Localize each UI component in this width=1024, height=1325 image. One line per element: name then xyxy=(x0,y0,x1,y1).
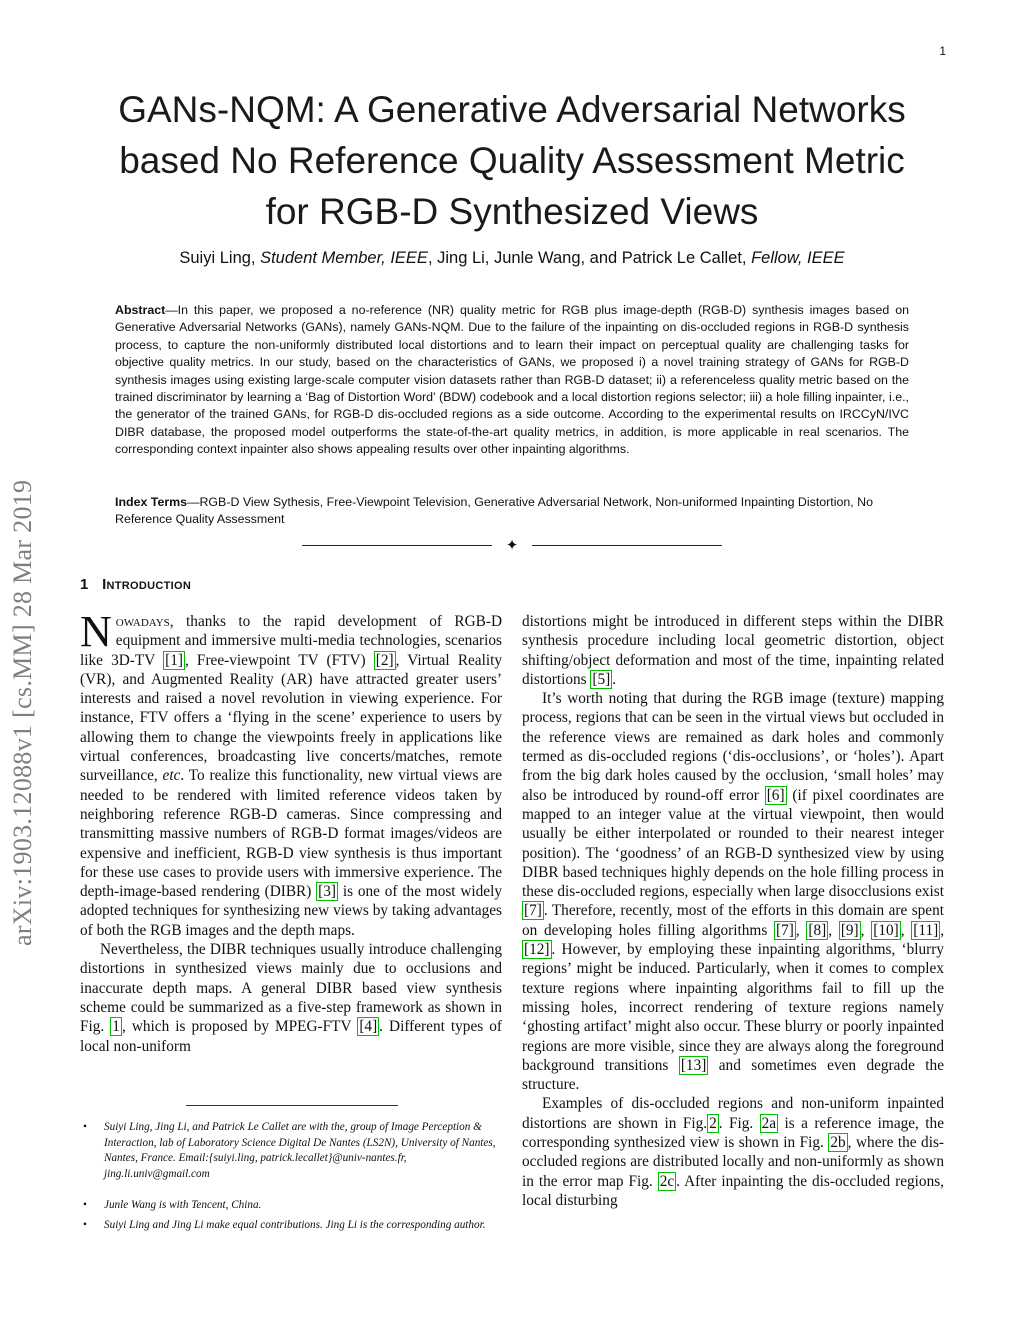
title-line: GANs-NQM: A Generative Adversarial Networks xyxy=(118,89,906,130)
author-membership: Student Member, IEEE xyxy=(260,249,428,267)
author-membership: Fellow, IEEE xyxy=(751,249,845,267)
citation-link[interactable]: [4] xyxy=(359,1018,378,1036)
index-terms-label: Index Terms xyxy=(115,495,188,509)
footnote-rule xyxy=(186,1105,398,1106)
bullet-icon: • xyxy=(83,1199,87,1212)
citation-link[interactable]: [12] xyxy=(524,941,550,959)
paragraph: It’s worth noting that during the RGB image (texture) mapping process, regions that can be seen in the virtual views but occluded in the reference views are remained as dark holes and commonly termed as dis-occluded regions (‘dis-occlusions’, or ‘holes’). Apart from the big dark holes caused by the occlusion, ‘small holes’ may also be introduced by round-off error [6] (if pixel coordinates are mapped to an integer value at the virtual viewpoint, then would usually be either interpolated or rounded to their nearest integer position). The ‘goodness’ of an RGB-D synthesized view by using DIBR based techniques highly depends on the hole filling process in these dis-occluded regions, especially when large disocclusions exist [7] . Therefore, recently, most of the efforts in this domain are spent on developing holes filling algorithms [7] , [8] , [9] , [10] , [11] , [12] . However, by employing these inpainting algorithms, ‘blurry regions’ might be induced. Particularly, when it comes to complex texture regions where inpainting algorithms fail to fill up the missing holes, incorrect rendering of texture regions namely ‘ghosting artifact’ might also occur. These blurry or poorly inpainted regions are more visible, since they are always along the foreground background transitions [13] and sometimes even degrade the structure. xyxy=(522,690,945,1094)
footnote: • Suiyi Ling, Jing Li, and Patrick Le Callet are with the, group of Image Perception & Interaction, lab of Laboratory Science Digital De Nantes (LS2N), University of Nantes, Nantes, France. Email:{suiyi.ling, patrick.lecallet}@univ-nantes.fr, jing.li.univ@gmail.com xyxy=(83,1121,496,1180)
paper-title xyxy=(80,84,944,237)
citation-link[interactable]: [5] xyxy=(592,670,611,688)
citation-link[interactable]: [13] xyxy=(680,1056,707,1074)
figure-link[interactable]: 2a xyxy=(761,1114,777,1132)
section-number: 1 xyxy=(80,576,89,593)
divider-diamond-icon: ✦ xyxy=(505,538,519,554)
title-line: based No Reference Quality Assessment Metric xyxy=(119,140,905,181)
abstract xyxy=(115,302,909,459)
citation-link[interactable]: [11] xyxy=(913,921,939,939)
index-terms xyxy=(115,494,909,529)
bullet-icon: • xyxy=(83,1218,87,1231)
citation-link[interactable]: [10] xyxy=(873,921,899,939)
divider-rule-left xyxy=(302,545,492,546)
page-number: 1 xyxy=(939,44,946,58)
author-list: Suiyi Ling, Student Member, IEEE, Jing Li, Junle Wang, and Patrick Le Callet, Fellow, IEEE xyxy=(179,249,845,267)
figure-link[interactable]: 2 xyxy=(709,1114,717,1132)
divider-rule-right xyxy=(532,545,722,546)
left-column xyxy=(80,607,502,1056)
figure-link[interactable]: 1 xyxy=(112,1018,120,1036)
citation-link[interactable]: [6] xyxy=(766,786,785,804)
paragraph: Nevertheless, the DIBR techniques usually introduce challenging distortions in synthesized views mainly due to occlusions and inaccurate depth maps. A general DIBR based view synthesis scheme could be summarized as a five-step framework as shown in Fig. 1 , which is proposed by MPEG-FTV [4] . Different types of local non-uniform xyxy=(80,941,502,1055)
footnote: • Suiyi Ling and Jing Li make equal contributions. Jing Li is the corresponding author. xyxy=(80,1218,502,1234)
title-line: for RGB-D Synthesized Views xyxy=(265,191,759,232)
citation-link[interactable]: [7] xyxy=(524,902,542,920)
citation-link[interactable]: [8] xyxy=(808,921,827,939)
right-column xyxy=(522,612,944,1210)
figure-link[interactable]: 2c xyxy=(659,1172,675,1190)
section-divider xyxy=(302,539,722,553)
paragraph: Nowadays, thanks to the rapid development of RGB-D equipment and immersive multi-media technologies, scenarios like 3D-TV [1] , Free-viewpoint TV (FTV) [2] , Virtual Reality (VR), and Augmented Reality (AR) have attracted greater users’ interests and raised a novel revolution in viewing experience. For instance, FTV offers a ‘flying in the scene’ experience to users by allowing them to change the viewpoints freely in applications like virtual conferences, broadcasting live concerts/matches, remote surveillance, etc. To realize this functionality, new virtual views are needed to be rendered with limited reference videos taken by neighboring reference RGB-D cameras. Since compressing and transmitting massive numbers of RGB-D format images/videos are expensive and inefficient, RGB-D view synthesis is thus important for these use cases to provide users with immersive experience. The depth-image-based rendering (DIBR) [3] is one of the most widely adopted techniques for synthesizing new views by taking advantages of both the RGB images and the depth maps. xyxy=(80,607,502,939)
abstract-label: Abstract xyxy=(115,303,166,317)
footnotes xyxy=(80,1120,502,1238)
citation-link[interactable]: [3] xyxy=(318,883,337,901)
citation-link[interactable]: [2] xyxy=(375,651,394,669)
citation-link[interactable]: [7] xyxy=(776,921,794,939)
section-title: Introduction xyxy=(102,576,192,593)
section-heading xyxy=(80,576,191,593)
footnote: • Junle Wang is with Tencent, China. xyxy=(80,1198,502,1214)
title-block xyxy=(80,84,944,237)
bullet-icon: • xyxy=(83,1121,87,1133)
paragraph: Examples of dis-occluded regions and non-uniform inpainted distortions are shown in Fig. 2 . Fig. 2a is a reference image, the corresponding synthesized view is shown in Fig. 2b , where the dis-occluded regions are distributed locally and non-uniformly as shown in the error map Fig. 2c . After inpainting the dis-occluded regions, local disturbing xyxy=(522,1095,944,1209)
abstract-text: —In this paper, we proposed a no-reference (NR) quality metric for RGB plus image-depth (RGB-D) synthesis images based on Generative Adversarial Networks (GANs), namely GANs-NQM. Due to the failure of the inpainting on dis-occluded regions in RGB-D synthesis process, to capture the non-uniformly distributed local distortions and to learn their impact on perceptual quality are challenging tasks for objective quality metrics. In our study, based on the characteristics of GANs, we proposed i) a novel training strategy of GANs for RGB-D synthesis images using existing large-scale computer vision datasets rather than RGB-D dataset; ii) a referenceless quality metric based on the trained discriminator by learning a ‘Bag of Distortion Word’ (BDW) codebook and a local distortion regions selector; iii) a hole filling inpainter, i.e., the generator of the trained GANs, for RGB-D dis-occluded regions as a side outcome. According to the experimental results on IRCCyN/IVC DIBR database, the proposed model outperforms the state-of-the-art quality metrics, in addition, is more applicable in real scenarios. The corresponding context inpainter also shows appealing results over other inpainting algorithms. xyxy=(115,303,909,457)
arxiv-identifier-stamp[interactable]: arXiv:1903.12088v1 [cs.MM] 28 Mar 2019 xyxy=(8,479,37,946)
figure-link[interactable]: 2b xyxy=(830,1134,846,1152)
paragraph: distortions might be introduced in different steps within the DIBR synthesis procedure including local geometric distortion, object shifting/object deformation and most of the time, inpainting related distortions [5] . xyxy=(522,613,944,688)
index-terms-text: —RGB-D View Sythesis, Free-Viewpoint Television, Generative Adversarial Network, Non-uniformed Inpainting Distortion, No Reference Quality Assessment xyxy=(115,495,873,527)
citation-link[interactable]: [9] xyxy=(840,921,859,939)
dropcap: N xyxy=(80,607,112,656)
citation-link[interactable]: [1] xyxy=(165,651,183,669)
